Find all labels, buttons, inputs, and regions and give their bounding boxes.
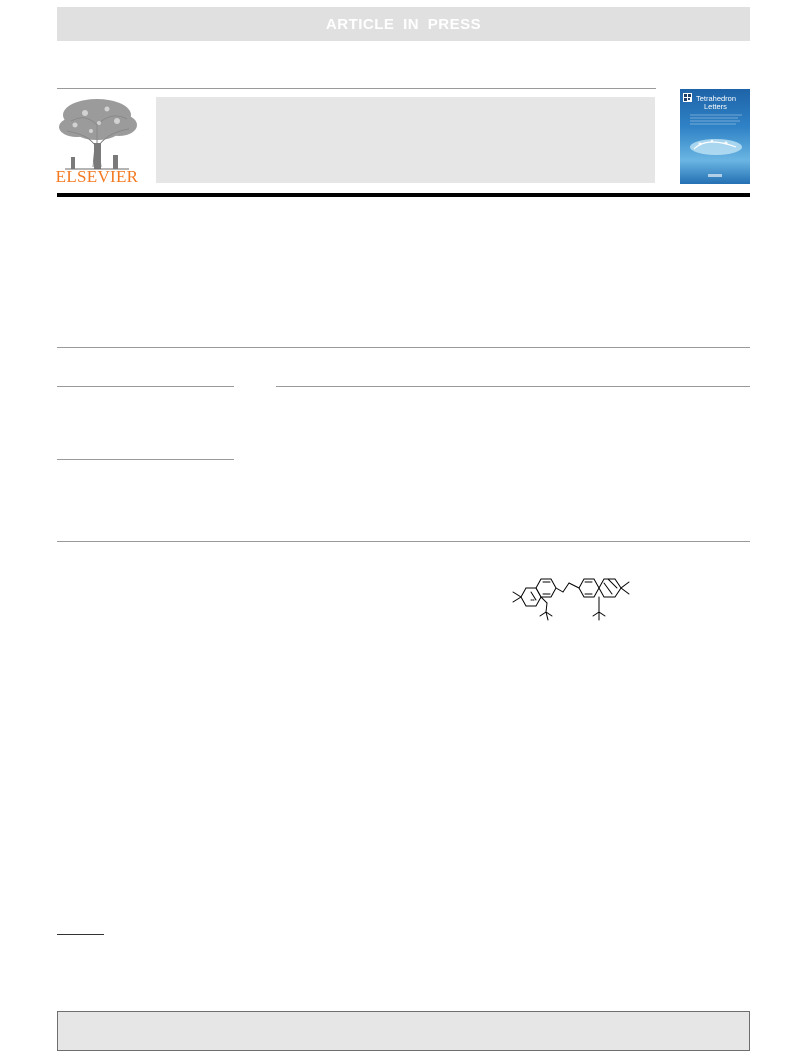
footnote-separator xyxy=(57,934,104,935)
cover-artwork-icon xyxy=(680,89,750,184)
masthead-bottom-rule xyxy=(57,193,750,197)
cover-title-line1: Tetrahedron xyxy=(696,94,737,103)
publisher-name: ELSEVIER xyxy=(55,167,139,186)
abstract-bottom-rule xyxy=(57,541,750,542)
journal-header-box xyxy=(156,97,655,183)
bipyridine-structure-icon xyxy=(495,570,645,630)
citation-banner xyxy=(57,1011,750,1051)
abstract-rule xyxy=(276,386,750,387)
article-in-press-banner xyxy=(57,7,750,41)
article-info-left-rule xyxy=(57,386,234,387)
article-in-press-label: ARTICLE IN PRESS xyxy=(325,15,482,33)
cover-title-line2: Letters xyxy=(704,102,727,111)
keywords-rule xyxy=(57,459,234,460)
masthead-top-rule xyxy=(57,88,656,89)
article-info-top-rule xyxy=(57,347,750,348)
journal-cover xyxy=(680,89,750,184)
